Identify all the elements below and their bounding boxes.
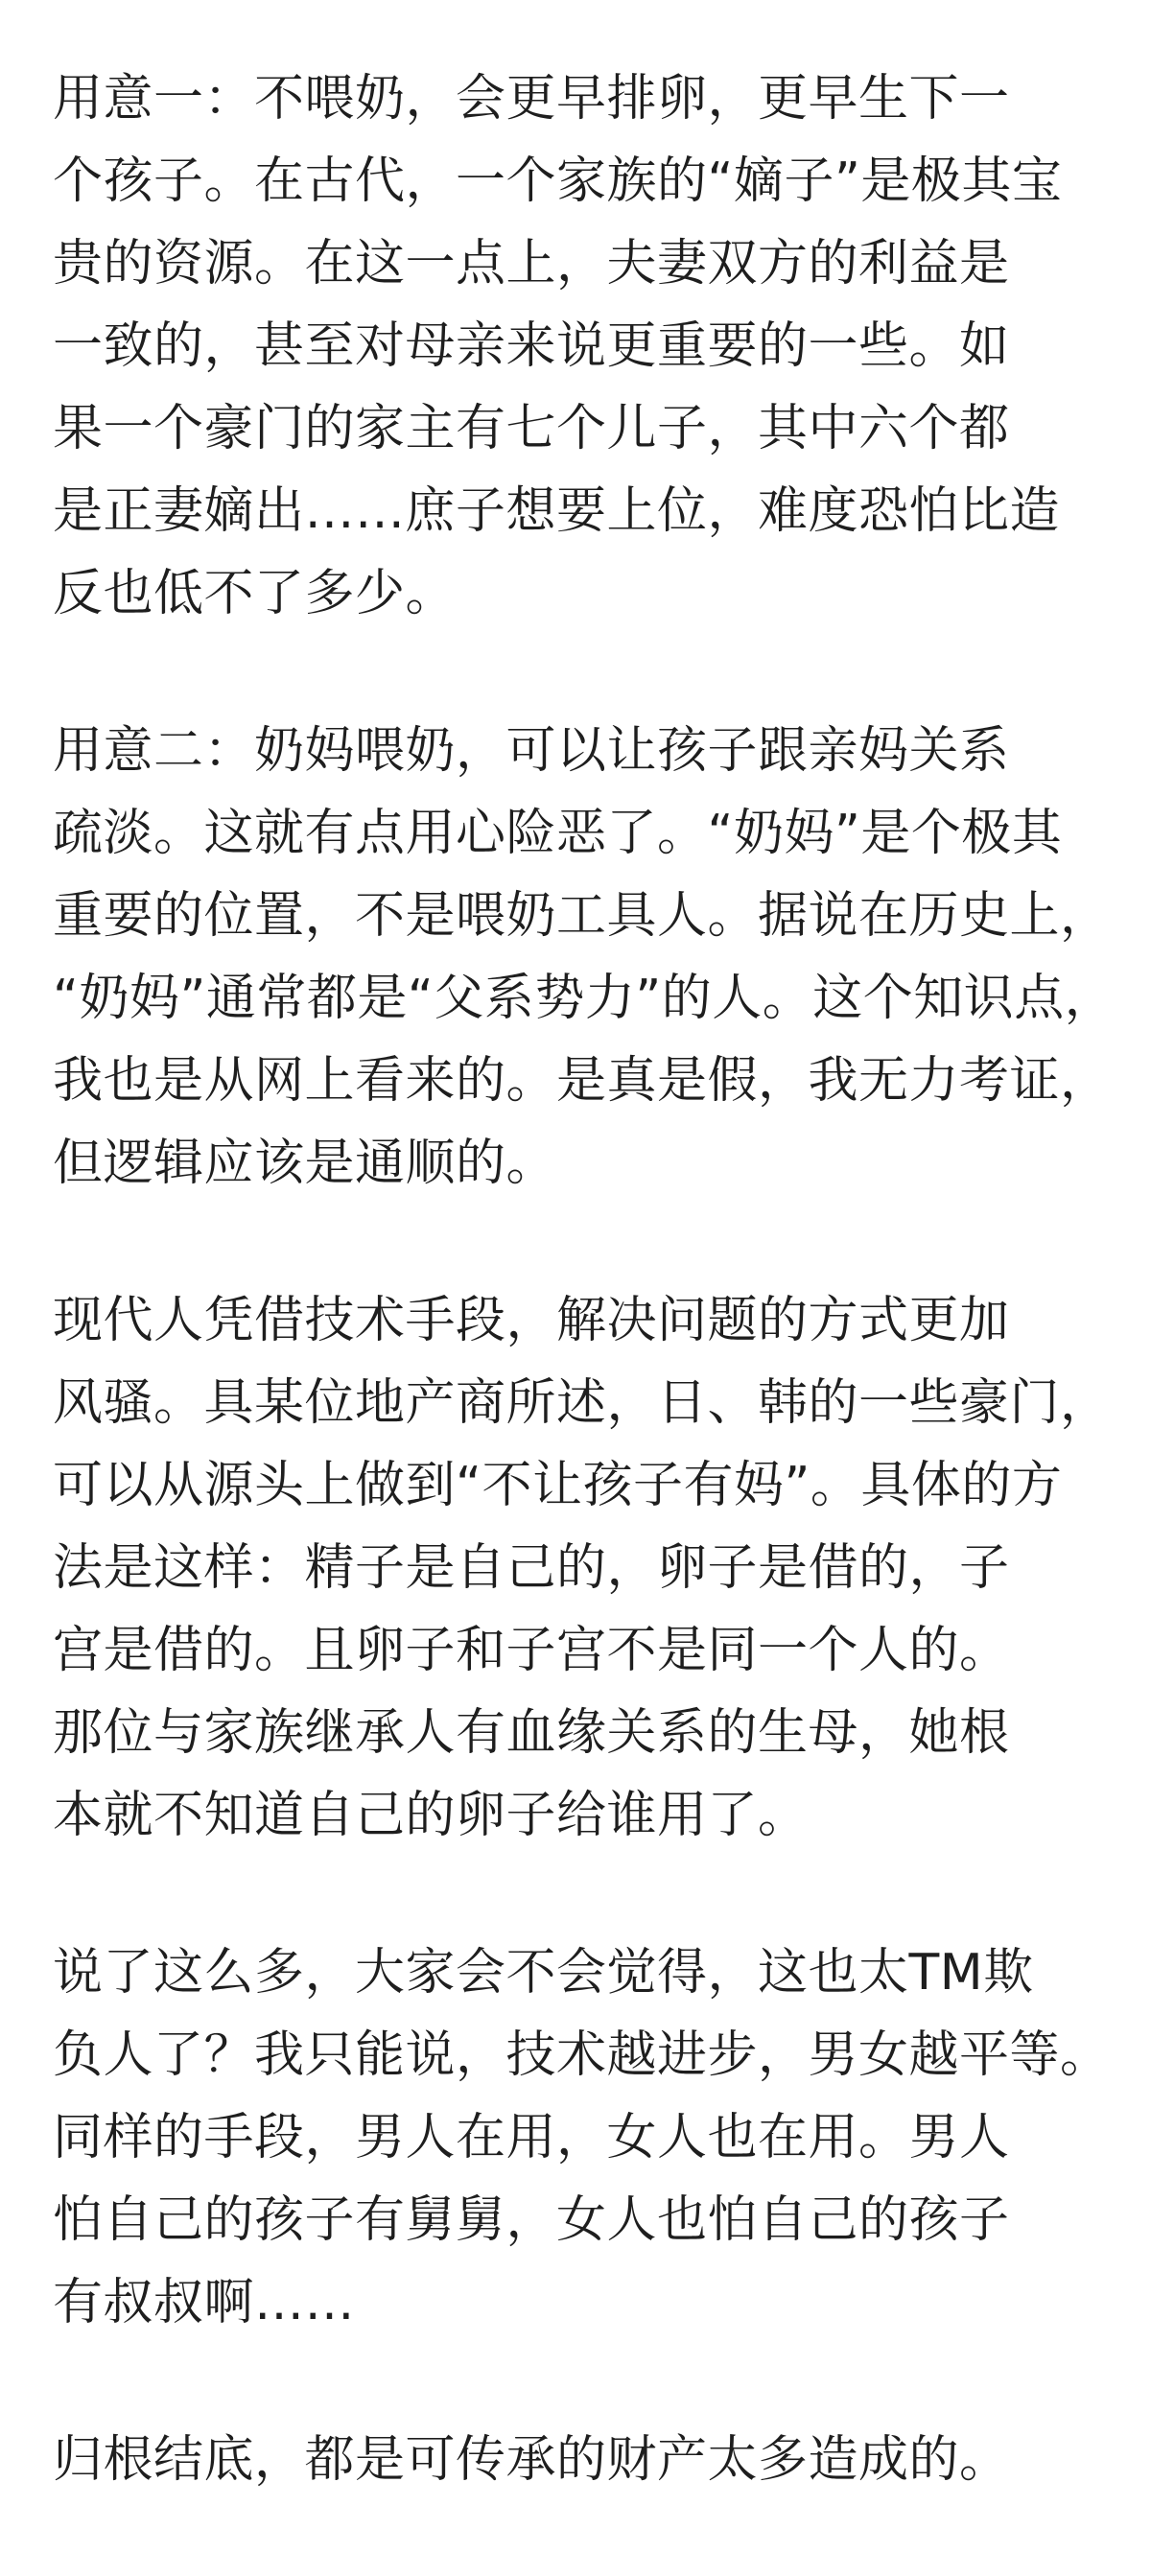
text-line: 负人了？我只能说，技术越进步，男女越平等。 — [53, 2026, 1111, 2084]
text-line: 说了这么多，大家会不会觉得，这也太TM欺 — [53, 1944, 1034, 2002]
text-line: 宫是借的。且卵子和子宫不是同一个人的。 — [53, 1622, 1010, 1679]
text-line: 是正妻嫡出……庶子想要上位，难度恐怕比造 — [53, 482, 1061, 540]
text-line: 法是这样：精子是自己的，卵子是借的，子 — [53, 1539, 1010, 1597]
text-line: 有叔叔啊…… — [53, 2274, 356, 2331]
text-line: 一致的，甚至对母亲来说更重要的一些。如 — [53, 317, 1010, 375]
paragraph-2 — [53, 710, 1116, 1205]
text-line: 现代人凭借技术手段，解决问题的方式更加 — [53, 1292, 1010, 1349]
paragraph-3 — [53, 1279, 1111, 1857]
text-line: 反也低不了多少。 — [53, 565, 457, 622]
text-line: 怕自己的孩子有舅舅，女人也怕自己的孩子 — [53, 2191, 1010, 2249]
text-line: 同样的手段，男人在用，女人也在用。男人 — [53, 2109, 1010, 2166]
text-line: 个孩子。在古代，一个家族的“嫡子”是极其宝 — [53, 152, 1063, 210]
paragraph-1 — [53, 58, 1108, 635]
text-line: 可以从源头上做到“不让孩子有妈”。具体的方 — [53, 1457, 1063, 1514]
text-line: 疏淡。这就有点用心险恶了。“奶妈”是个极其 — [53, 805, 1063, 862]
paragraph-5 — [53, 2419, 1108, 2501]
text-line: 风骚。具某位地产商所述，日、韩的一些豪门， — [53, 1374, 1111, 1432]
text-line: 用意一：不喂奶，会更早排卵，更早生下一 — [53, 70, 1010, 128]
text-line: 但逻辑应该是通顺的。 — [53, 1135, 557, 1192]
text-line: 那位与家族继承人有血缘关系的生母，她根 — [53, 1704, 1010, 1762]
text-line: 用意二：奶妈喂奶，可以让孩子跟亲妈关系 — [53, 722, 1010, 780]
text-line: 本就不知道自己的卵子给谁用了。 — [53, 1787, 809, 1844]
paragraph-4 — [53, 1932, 1111, 2344]
text-line: 归根结底，都是可传承的财产太多造成的。 — [53, 2431, 1010, 2489]
text-line: “奶妈”通常都是“父系势力”的人。这个知识点， — [53, 970, 1116, 1027]
text-line: 我也是从网上看来的。是真是假，我无力考证， — [53, 1052, 1111, 1110]
text-line: 重要的位置，不是喂奶工具人。据说在历史上， — [53, 887, 1111, 945]
text-line: 果一个豪门的家主有七个儿子，其中六个都 — [53, 400, 1010, 457]
text-line: 贵的资源。在这一点上，夫妻双方的利益是 — [53, 235, 1010, 293]
article-body — [53, 58, 1116, 2576]
